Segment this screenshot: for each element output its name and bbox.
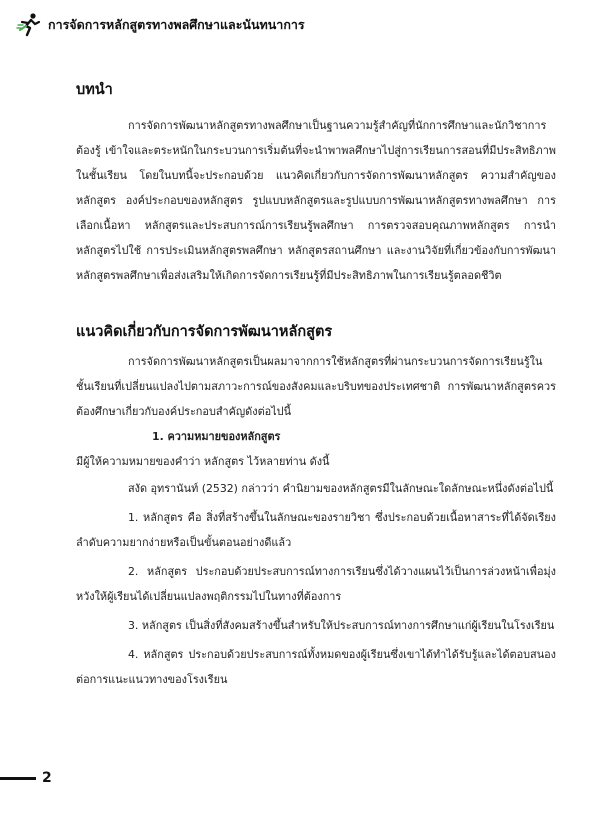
runner-logo-icon — [16, 12, 42, 38]
header-title: การจัดการหลักสูตรทางพลศึกษาและนันทนาการ — [48, 17, 305, 32]
list-item: 1. หลักสูตร คือ สิ่งที่สร้างขึ้นในลักษณะของรายวิชา ซึ่งประกอบด้วยเนื้อหาสาระที่ได้จัดเรียงลำดับความยากง่ายหรือเป็นขั้นตอนอย่างดีแล้ว — [76, 511, 556, 549]
intro-paragraph: การจัดการพัฒนาหลักสูตรทางพลศึกษาเป็นฐานความรู้สำคัญที่นักการศึกษาและนักวิชาการต้องรู้ เข้าใจและตระหนักในกระบวนการเริ่มต้นที่จะนำพาพลศึกษาไปสู่การเรียนการสอนที่มีประสิทธิภาพในชั้นเรียน โดยในบทนี้จะประกอบด้วย แนวคิดเกี่ยวกับการจัดการพัฒนาหลักสูตร ความสำคัญของหลักสูตร องค์ประกอบของหลักสูตร รูปแบบหลักสูตรและรูปแบบการพัฒนาหลักสูตรทางพลศึกษา การเลือกเนื้อหา หลักสูตรและประสบการณ์การเรียนรู้พลศึกษา การตรวจสอบคุณภาพหลักสูตร การนำหลักสูตรไปใช้ การประเมินหลักสูตรพลศึกษา หลักสูตรสถานศึกษา และงานวิจัยที่เกี่ยวข้องกับการพัฒนาหลักสูตรพลศึกษาเพื่อส่งเสริมให้เกิดการจัดการเรียนรู้ที่มีประสิทธิภาพในการเรียนรู้ตลอดชีวิต — [76, 119, 556, 282]
page-number: 2 — [42, 770, 52, 786]
concept-paragraph: การจัดการพัฒนาหลักสูตรเป็นผลมาจากการใช้หลักสูตรที่ผ่านกระบวนการจัดการเรียนรู้ในชั้นเรียนที่เปลี่ยนแปลงไปตามสภาวะการณ์ของสังคมและบริบทของประเทศชาติ การพัฒนาหลักสูตรควรต้องศึกษาเกี่ยวกับองค์ประกอบสำคัญดังต่อไปนี้ — [76, 355, 556, 418]
section-heading-concept: แนวคิดเกี่ยวกับการจัดการพัฒนาหลักสูตร — [76, 324, 333, 340]
definition-intro: มีผู้ให้ความหมายของคำว่า หลักสูตร ไว้หลายท่าน ดังนี้ — [76, 455, 330, 468]
list-item: 4. หลักสูตร ประกอบด้วยประสบการณ์ทั้งหมดของผู้เรียนซึ่งเขาได้ทำได้รับรู้และได้ตอบสนองต่อการแนะแนวทางของโรงเรียน — [76, 648, 556, 686]
page-footer — [0, 770, 52, 786]
list-item: 3. หลักสูตร เป็นสิ่งที่สังคมสร้างขึ้นสำหรับให้ประสบการณ์ทางการศึกษาแก่ผู้เรียนในโรงเรียน — [128, 619, 555, 632]
list-item: 2. หลักสูตร ประกอบด้วยประสบการณ์ทางการเรียนซึ่งได้วางแผนไว้เป็นการล่วงหน้าเพื่อมุ่งหวังให้ผู้เรียนได้เปลี่ยนแปลงพฤติกรรมไปในทางที่ต้องการ — [76, 565, 556, 603]
footer-rule — [0, 777, 36, 780]
page-content — [76, 78, 556, 692]
running-header — [16, 12, 305, 38]
section-heading-intro: บทนำ — [76, 82, 113, 98]
subheading-meaning: 1. ความหมายของหลักสูตร — [152, 430, 281, 443]
citation-paragraph: สงัด อุทรานันท์ (2532) กล่าวว่า คำนิยามของหลักสูตรมีในลักษณะใดลักษณะหนึ่งดังต่อไปนี้ — [128, 482, 554, 495]
